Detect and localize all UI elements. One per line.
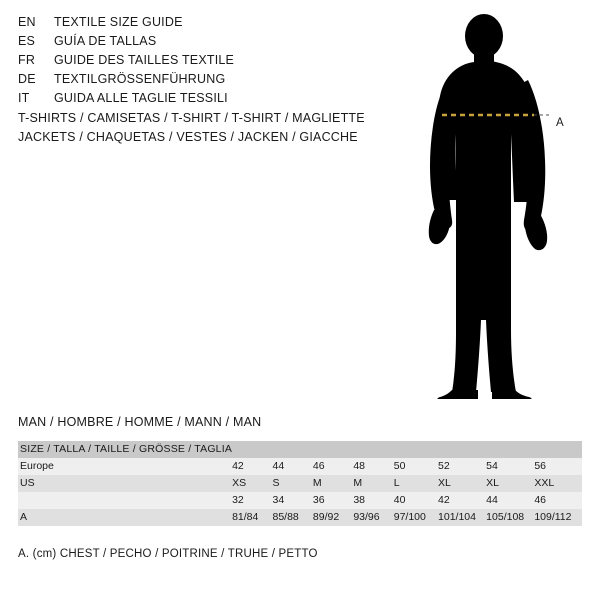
row-cell: 81/84 bbox=[232, 509, 272, 526]
category-line-jackets: JACKETS / CHAQUETAS / VESTES / JACKEN / GIACCHE bbox=[18, 130, 358, 144]
row-cell: 44 bbox=[272, 458, 312, 475]
language-header-block bbox=[18, 15, 418, 110]
row-cell: 46 bbox=[534, 492, 582, 509]
chest-measure-label: A bbox=[556, 117, 564, 129]
row-cell: 48 bbox=[353, 458, 393, 475]
language-row bbox=[18, 53, 418, 72]
table-header-cell bbox=[534, 441, 582, 458]
man-silhouette-icon bbox=[410, 14, 585, 399]
language-code: IT bbox=[18, 91, 30, 105]
row-cell: M bbox=[313, 475, 353, 492]
row-label: US bbox=[18, 475, 232, 492]
row-cell: XL bbox=[438, 475, 486, 492]
language-row bbox=[18, 72, 418, 91]
language-title: GUIDE DES TAILLES TEXTILE bbox=[54, 53, 235, 67]
row-cell: XL bbox=[486, 475, 534, 492]
chest-footnote: A. (cm) CHEST / PECHO / POITRINE / TRUHE / PETTO bbox=[18, 548, 318, 560]
row-cell: 46 bbox=[313, 458, 353, 475]
row-cell: 109/112 bbox=[534, 509, 582, 526]
row-cell: XS bbox=[232, 475, 272, 492]
row-cell: XXL bbox=[534, 475, 582, 492]
row-cell: 36 bbox=[313, 492, 353, 509]
category-line-tshirts: T-SHIRTS / CAMISETAS / T-SHIRT / T-SHIRT / MAGLIETTE bbox=[18, 111, 365, 125]
table-row bbox=[18, 492, 582, 509]
row-cell: 32 bbox=[232, 492, 272, 509]
row-cell: 44 bbox=[486, 492, 534, 509]
table-title: MAN / HOMBRE / HOMME / MANN / MAN bbox=[18, 415, 262, 429]
row-cell: S bbox=[272, 475, 312, 492]
row-cell: 56 bbox=[534, 458, 582, 475]
language-row bbox=[18, 15, 418, 34]
language-code: EN bbox=[18, 15, 36, 29]
row-label: Europe bbox=[18, 458, 232, 475]
table-header-row bbox=[18, 441, 582, 458]
row-cell: 93/96 bbox=[353, 509, 393, 526]
language-title: GUIDA ALLE TAGLIE TESSILI bbox=[54, 91, 228, 105]
language-row bbox=[18, 34, 418, 53]
row-cell: L bbox=[394, 475, 438, 492]
table-header-cell bbox=[394, 441, 438, 458]
table-header-cell bbox=[486, 441, 534, 458]
table-row bbox=[18, 458, 582, 475]
table-row bbox=[18, 509, 582, 526]
row-cell: 38 bbox=[353, 492, 393, 509]
table-header-cell bbox=[272, 441, 312, 458]
row-cell: 42 bbox=[438, 492, 486, 509]
row-cell: 85/88 bbox=[272, 509, 312, 526]
row-label: A bbox=[18, 509, 232, 526]
row-cell: 101/104 bbox=[438, 509, 486, 526]
language-title: TEXTILE SIZE GUIDE bbox=[54, 15, 183, 29]
table-header-cell bbox=[353, 441, 393, 458]
row-cell: 97/100 bbox=[394, 509, 438, 526]
language-code: FR bbox=[18, 53, 36, 67]
table-header-cell bbox=[438, 441, 486, 458]
language-code: ES bbox=[18, 34, 36, 48]
figure-illustration bbox=[410, 14, 585, 399]
language-code: DE bbox=[18, 72, 36, 86]
language-title: GUÍA DE TALLAS bbox=[54, 34, 157, 48]
language-row bbox=[18, 91, 418, 110]
row-label bbox=[18, 492, 232, 509]
row-cell: M bbox=[353, 475, 393, 492]
table-header-label: SIZE / TALLA / TAILLE / GRÖSSE / TAGLIA bbox=[18, 441, 232, 458]
table-header-cell bbox=[313, 441, 353, 458]
table-header-cell bbox=[232, 441, 272, 458]
row-cell: 105/108 bbox=[486, 509, 534, 526]
table-row bbox=[18, 475, 582, 492]
row-cell: 34 bbox=[272, 492, 312, 509]
size-table bbox=[18, 441, 582, 526]
row-cell: 42 bbox=[232, 458, 272, 475]
row-cell: 54 bbox=[486, 458, 534, 475]
language-title: TEXTILGRÖSSENFÜHRUNG bbox=[54, 72, 226, 86]
row-cell: 89/92 bbox=[313, 509, 353, 526]
row-cell: 40 bbox=[394, 492, 438, 509]
category-block bbox=[18, 111, 365, 149]
row-cell: 52 bbox=[438, 458, 486, 475]
row-cell: 50 bbox=[394, 458, 438, 475]
